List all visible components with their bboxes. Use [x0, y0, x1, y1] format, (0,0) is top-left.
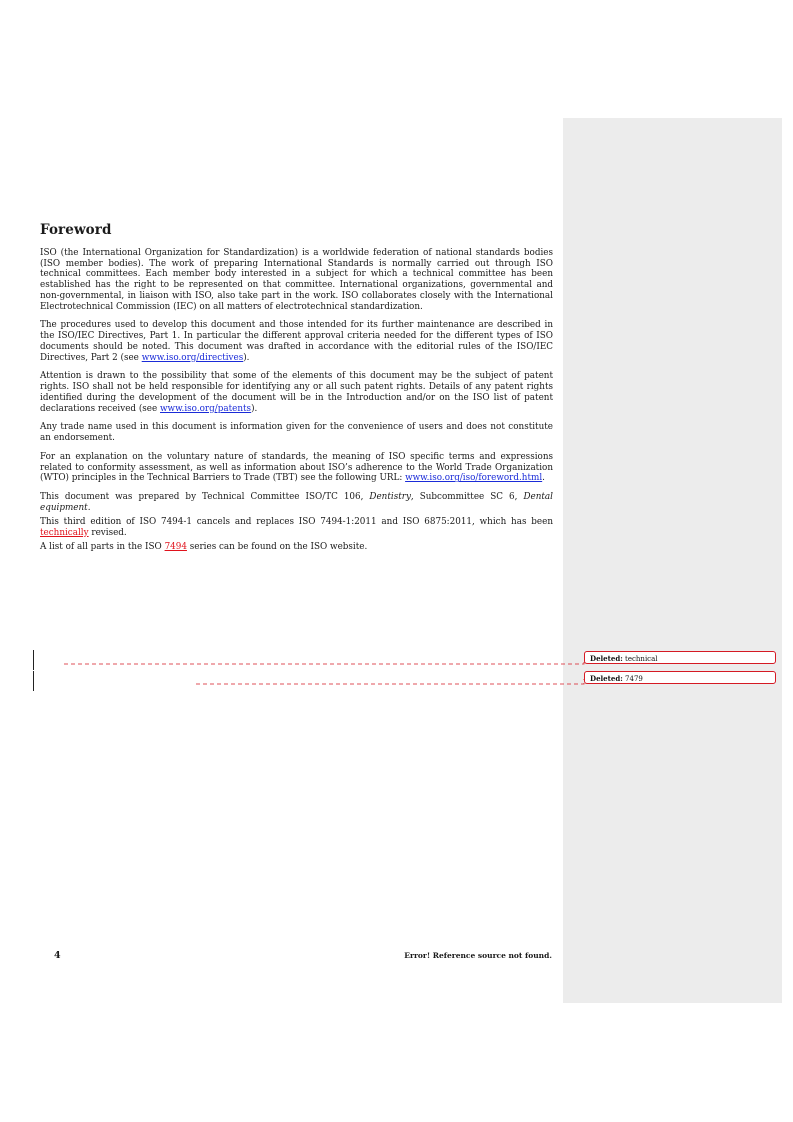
- comment-value: 7479: [625, 675, 643, 683]
- patents-link[interactable]: www.iso.org/patents: [160, 403, 252, 414]
- paragraph-iso-intro: ISO (the International Organization for Standardization) is a worldwide federation of national standards bodies (ISO member bodies). The work of preparing International Standards is normally carried out through ISO technical committees. Each member body interested in a subject for which a technical committee has been established has the right to be represented on that committee. International organizations, governmental and non-governmental, in liaison with ISO, also take part in the work. ISO collaborates closely with the International Electrotechnical Commission (IEC) on all matters of electrotechnical standardization.: [40, 248, 553, 312]
- tracked-insertion[interactable]: 7494: [164, 542, 187, 553]
- paragraph-end: series can be found on the ISO website.: [186, 542, 368, 553]
- paragraph-text: For an explanation on the voluntary nature of standards, the meaning of ISO specific terms and expressions related to conformity assessment, as well as information about ISO’s adherence to the World Trade Organization (WTO) principles in the Technical Barriers to Trade (TBT) see the following URL:: [40, 452, 553, 484]
- tracked-insertion[interactable]: technically: [40, 527, 89, 538]
- subcommittee-name: Dental equipment: [40, 492, 553, 513]
- paragraph-text: A list of all parts in the ISO: [40, 542, 162, 553]
- paragraph-text: The procedures used to develop this document and those intended for its further maintenance are described in the ISO/IEC Directives, Part 1. In particular the different approval criteria needed for the different types of ISO documents should be noted. This document was drafted in accordance with the editorial rules of the ISO/IEC Directives, Part 2 (see: [40, 320, 553, 363]
- comment-leader-line: [196, 679, 584, 684]
- comment-value: technical: [625, 655, 658, 663]
- page-number: 4: [54, 950, 61, 961]
- paragraph-end: .: [87, 503, 91, 513]
- paragraph-text: This document was prepared by Technical Committee ISO/TC 106,: [40, 492, 370, 503]
- paragraph-trade-name: Any trade name used in this document is information given for the convenience of users and does not constitute an endorsement.: [40, 422, 553, 444]
- directives-link[interactable]: www.iso.org/directives: [141, 352, 244, 363]
- paragraph-text: Attention is drawn to the possibility that some of the elements of this document may be the subject of patent rights. ISO shall not be held responsible for identifying any or all such patent rights. Details of any patent rights identified during the development of the document will be in the Introduction and/or on the ISO list of patent declarations received (see: [40, 371, 553, 414]
- paragraph-end: revised.: [88, 527, 127, 538]
- deleted-comment-balloon[interactable]: [584, 651, 776, 664]
- paragraph-end: .: [542, 473, 545, 484]
- foreword-link[interactable]: www.iso.org/iso/foreword.html: [405, 473, 543, 484]
- committee-name: Dentistry: [369, 492, 411, 503]
- comment-label: Deleted:: [590, 654, 623, 663]
- page-title: Foreword: [40, 222, 112, 238]
- footer-error-text: Error! Reference source not found.: [404, 951, 552, 960]
- paragraph-middle: , Subcommittee SC 6,: [410, 492, 524, 503]
- paragraph-text: This third edition of ISO 7494-1 cancels and replaces ISO 7494-1:2011 and ISO 6875:2011, which has been: [40, 517, 553, 528]
- paragraph-end: ).: [243, 352, 250, 363]
- comment-leader-line: [64, 659, 584, 664]
- paragraph-end: ).: [251, 403, 258, 414]
- deleted-comment-balloon[interactable]: [584, 671, 776, 684]
- comment-label: Deleted:: [590, 674, 623, 683]
